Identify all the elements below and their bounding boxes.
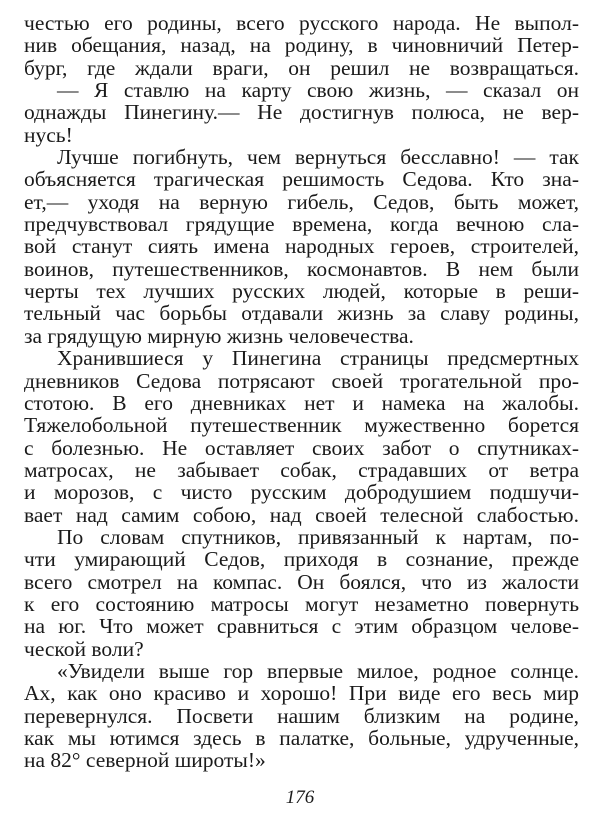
text-line: нусь! [24, 122, 73, 147]
text-line: предчувствовал грядущие времена, когда вечною сла- [24, 212, 579, 237]
text-line: стотою. В его дневниках нет и намека на жалобы. [24, 390, 579, 415]
text-line: ет,— уходя на верную гибель, Седов, быть может, [24, 189, 579, 214]
text-line: объясняется трагическая решимость Седова. Кто зна- [24, 167, 579, 192]
text-line: честью его родины, всего русского народа. Не выпол- [24, 11, 579, 35]
text-line: чти умирающий Седов, приходя в сознание, прежде [24, 547, 579, 572]
text-line: на 82° северной широты!» [24, 748, 266, 773]
text-line: Хранившиеся у Пинегина страницы предсмертных [57, 346, 579, 371]
text-line: По словам спутников, привязанный к нартам, по- [57, 524, 579, 549]
text-line: Ах, как оно красиво и хорошо! При виде его весь мир [24, 681, 579, 706]
text-line: дневников Седова потрясают своей трогательной про- [24, 368, 579, 393]
text-line: к его состоянию матросы могут незаметно повернуть [24, 591, 579, 616]
text-line: воинов, путешественников, космонавтов. В нем были [24, 256, 579, 281]
text-line: как мы ютимся здесь в палатке, больные, удрученные, [24, 726, 579, 750]
text-line: тельный час борьбы отдавали жизнь за славу родины, [24, 301, 579, 326]
text-line: перевернулся. Посвети нашим близким на родине, [24, 703, 579, 728]
text-line: бург, где ждали враги, он решил не возвращаться. [24, 55, 579, 80]
text-line: — Я ставлю на карту свою жизнь, — сказал он [57, 78, 579, 103]
text-line: нив обещания, назад, на родину, в чиновничий Петер- [24, 33, 579, 58]
text-line: ческой воли? [24, 636, 144, 661]
text-line: за грядущую мирную жизнь человечества. [24, 323, 414, 348]
text-line: всего смотрел на компас. Он боялся, что из жалости [24, 569, 579, 594]
text-line: Тяжелобольной путешественник мужественно борется [24, 413, 579, 438]
text-line: вой станут сиять имена народных героев, строителей, [24, 234, 579, 259]
text-line: Лучше погибнуть, чем вернуться бесславно! — так [57, 145, 579, 170]
text-line: и морозов, с чисто русским добродушием подшучи- [24, 480, 579, 505]
text-line: вает над самим собою, над своей телесной слабостью. [24, 502, 579, 527]
text-line: с болезнью. Не оставляет своих забот о спутниках- [24, 435, 579, 460]
page-number: 176 [285, 787, 315, 808]
text-line: черты тех лучших русских людей, которые в реши- [24, 279, 579, 304]
text-line: «Увидели выше гор впервые милое, родное солнце. [57, 658, 579, 683]
text-line: однажды Пинегину.— Не достигнув полюса, не вер- [24, 100, 579, 125]
text-line: матросах, не забывает собак, страдавших от ветра [24, 457, 579, 482]
text-line: на юг. Что может сравниться с этим образцом челове- [24, 614, 579, 639]
book-page-text [24, 12, 579, 772]
